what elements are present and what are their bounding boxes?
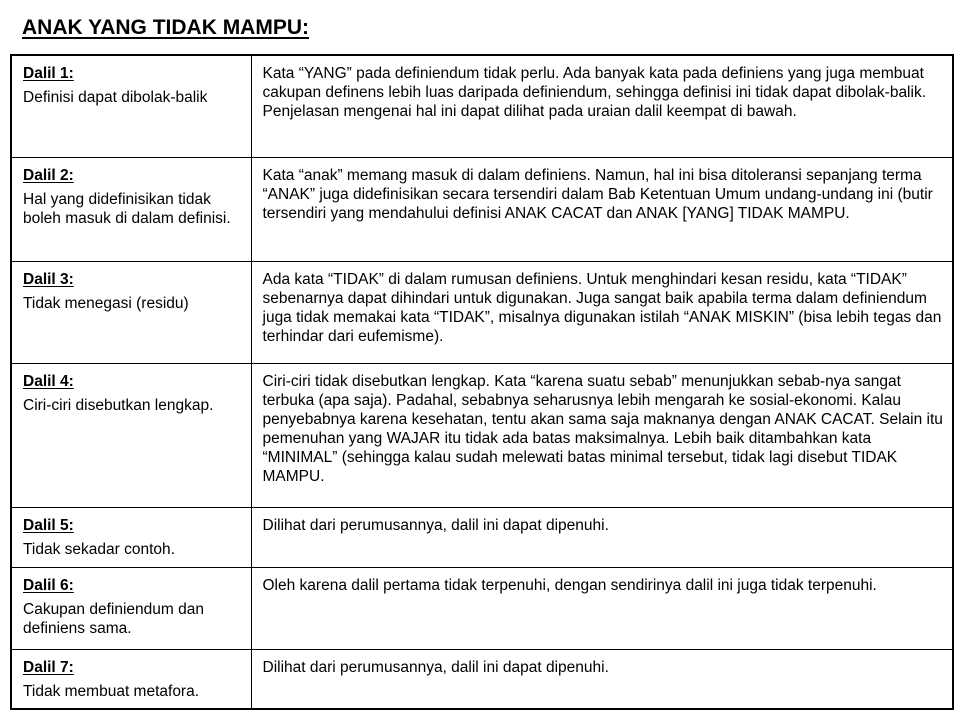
page-title: ANAK YANG TIDAK MAMPU: bbox=[22, 16, 310, 39]
dalil-cell bbox=[11, 55, 251, 157]
dalil-name: Ciri-ciri disebutkan lengkap. bbox=[23, 396, 214, 414]
dalil-description: Ada kata “TIDAK” di dalam rumusan definiens. Untuk menghindari kesan residu, kata “TIDAK” sebenarnya dapat dihindari untuk digunakan. Juga sangat baik apabila terma dalam definiendum juga tidak memakai kata “TIDAK”, misalnya digunakan istilah “ANAK MISKIN” (bisa lebih tegas dan terhindar dari eufemisme). bbox=[251, 261, 953, 363]
dalil-name: Hal yang didefinisikan tidak boleh masuk di dalam definisi. bbox=[23, 190, 231, 227]
dalil-description: Kata “YANG” pada definiendum tidak perlu. Ada banyak kata pada definiens yang juga membuat cakupan definens lebih luas daripada definiendum, sehingga definisi ini tidak dapat dibolak-balik. Penjelasan mengenai hal ini dapat dilihat pada uraian dalil keempat di bawah. bbox=[251, 55, 953, 157]
dalil-cell bbox=[11, 649, 251, 709]
dalil-name: Tidak menegasi (residu) bbox=[23, 294, 189, 312]
table-row bbox=[11, 157, 953, 261]
dalil-description: Kata “anak” memang masuk di dalam definiens. Namun, hal ini bisa ditoleransi sepanjang terma “ANAK” juga didefinisikan secara tersendiri dalam Bab Ketentuan Umum undang-undang ini (butir tersendiri yang mendahului definisi ANAK CACAT dan ANAK [YANG] TIDAK MAMPU. bbox=[251, 157, 953, 261]
dalil-description: Dilihat dari perumusannya, dalil ini dapat dipenuhi. bbox=[251, 507, 953, 567]
dalil-heading: Dalil 2: bbox=[23, 166, 74, 184]
dalil-heading: Dalil 1: bbox=[23, 65, 74, 82]
dalil-heading: Dalil 7: bbox=[23, 658, 74, 676]
dalil-heading: Dalil 3: bbox=[23, 270, 74, 288]
dalil-heading: Dalil 4: bbox=[23, 372, 74, 390]
dalil-name: Definisi dapat dibolak-balik bbox=[23, 89, 208, 106]
dalil-table bbox=[10, 54, 954, 710]
dalil-cell bbox=[11, 261, 251, 363]
dalil-cell bbox=[11, 507, 251, 567]
dalil-description: Oleh karena dalil pertama tidak terpenuhi, dengan sendirinya dalil ini juga tidak terpenuhi. bbox=[251, 567, 953, 649]
table-row bbox=[11, 507, 953, 567]
dalil-heading: Dalil 6: bbox=[23, 576, 74, 594]
dalil-cell bbox=[11, 363, 251, 507]
dalil-cell bbox=[11, 157, 251, 261]
dalil-description: Dilihat dari perumusannya, dalil ini dapat dipenuhi. bbox=[251, 649, 953, 709]
dalil-heading: Dalil 5: bbox=[23, 516, 74, 534]
table-row bbox=[11, 567, 953, 649]
table-row bbox=[11, 649, 953, 709]
dalil-cell bbox=[11, 567, 251, 649]
dalil-description: Ciri-ciri tidak disebutkan lengkap. Kata “karena suatu sebab” menunjukkan sebab-nya sangat terbuka (apa saja). Padahal, sebabnya seharusnya lebih mengarah ke sosial-ekonomi. Kalau penyebabnya karena kesehatan, tentu akan sama saja maknanya dengan ANAK CACAT. Selain itu pemenuhan yang WAJAR itu tidak ada batas maksimalnya. Lebih baik ditambahkan kata “MINIMAL” (sehingga kalau sudah melewati batas minimal tersebut, tidak lagi disebut TIDAK MAMPU. bbox=[251, 363, 953, 507]
dalil-name: Tidak sekadar contoh. bbox=[23, 540, 175, 558]
table-row bbox=[11, 55, 953, 157]
table-row bbox=[11, 261, 953, 363]
dalil-name: Tidak membuat metafora. bbox=[23, 682, 200, 700]
dalil-name: Cakupan definiendum dan definiens sama. bbox=[23, 600, 204, 637]
table-row bbox=[11, 363, 953, 507]
